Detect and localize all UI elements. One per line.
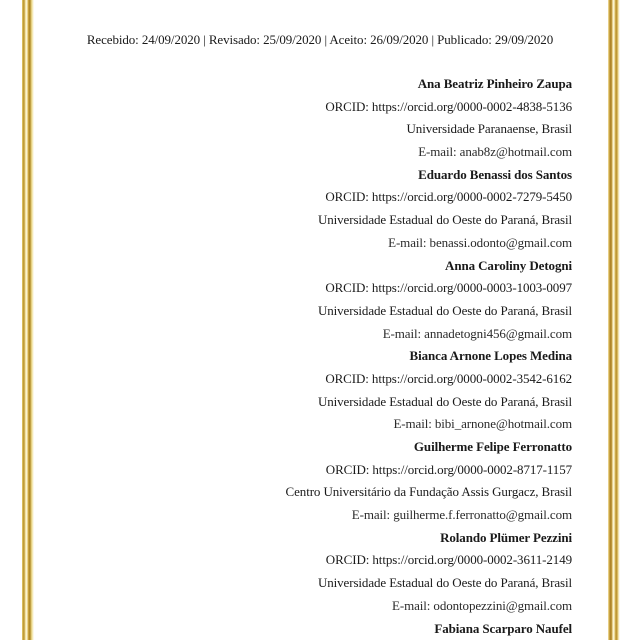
author-name: Anna Caroliny Detogni — [445, 257, 572, 273]
author-orcid-link[interactable]: ORCID: https://orcid.org/0000-0002-3542-6162 — [325, 370, 572, 386]
author-affiliation: Universidade Estadual do Oeste do Paraná, Brasil — [317, 393, 572, 409]
author-email-link[interactable]: E-mail: benassi.odonto@gmail.com — [388, 234, 572, 250]
publication-dates: Recebido: 24/09/2020 | Revisado: 25/09/2020 | Aceito: 26/09/2020 | Publicado: 29/09/2020 — [86, 32, 554, 47]
author-orcid-link[interactable]: ORCID: https://orcid.org/0000-0002-4838-5136 — [325, 98, 572, 114]
author-name: Eduardo Benassi dos Santos — [418, 166, 572, 182]
author-name: Guilherme Felipe Ferronatto — [413, 439, 572, 454]
author-list — [286, 75, 572, 640]
author-email-link[interactable]: E-mail: odontopezzini@gmail.com — [392, 597, 572, 613]
author-orcid-link[interactable]: ORCID: https://orcid.org/0000-0003-1003-0097 — [325, 280, 572, 296]
author-affiliation: Universidade Estadual do Oeste do Paraná, Brasil — [317, 302, 572, 318]
author-affiliation: Universidade Estadual do Oeste do Paraná, Brasil — [317, 212, 572, 228]
author-email-link[interactable]: E-mail: anab8z@hotmail.com — [418, 144, 572, 160]
author-email-link[interactable]: E-mail: bibi_arnone@hotmail.com — [393, 416, 572, 432]
author-name: Fabiana Scarparo Naufel — [434, 620, 572, 636]
author-affiliation: Centro Universitário da Fundação Assis Gurgacz, Brasil — [285, 484, 572, 500]
author-name: Ana Beatriz Pinheiro Zaupa — [417, 76, 572, 91]
gold-frame-left-border — [22, 0, 34, 640]
author-orcid-link[interactable]: ORCID: https://orcid.org/0000-0002-3611-2149 — [325, 552, 572, 568]
author-affiliation: Universidade Paranaense, Brasil — [406, 121, 572, 137]
author-affiliation: Universidade Estadual do Oeste do Paraná, Brasil — [317, 575, 572, 591]
author-orcid-link[interactable]: ORCID: https://orcid.org/0000-0002-7279-5450 — [325, 189, 572, 205]
author-email-link[interactable]: E-mail: guilherme.f.ferronatto@gmail.com — [351, 507, 572, 523]
author-name: Bianca Arnone Lopes Medina — [409, 348, 572, 364]
gold-frame-right-border — [608, 0, 620, 640]
author-email-link[interactable]: E-mail: annadetogni456@gmail.com — [382, 325, 572, 341]
author-name: Rolando Plümer Pezzini — [440, 529, 572, 545]
author-orcid-link[interactable]: ORCID: https://orcid.org/0000-0002-8717-1157 — [325, 461, 572, 477]
